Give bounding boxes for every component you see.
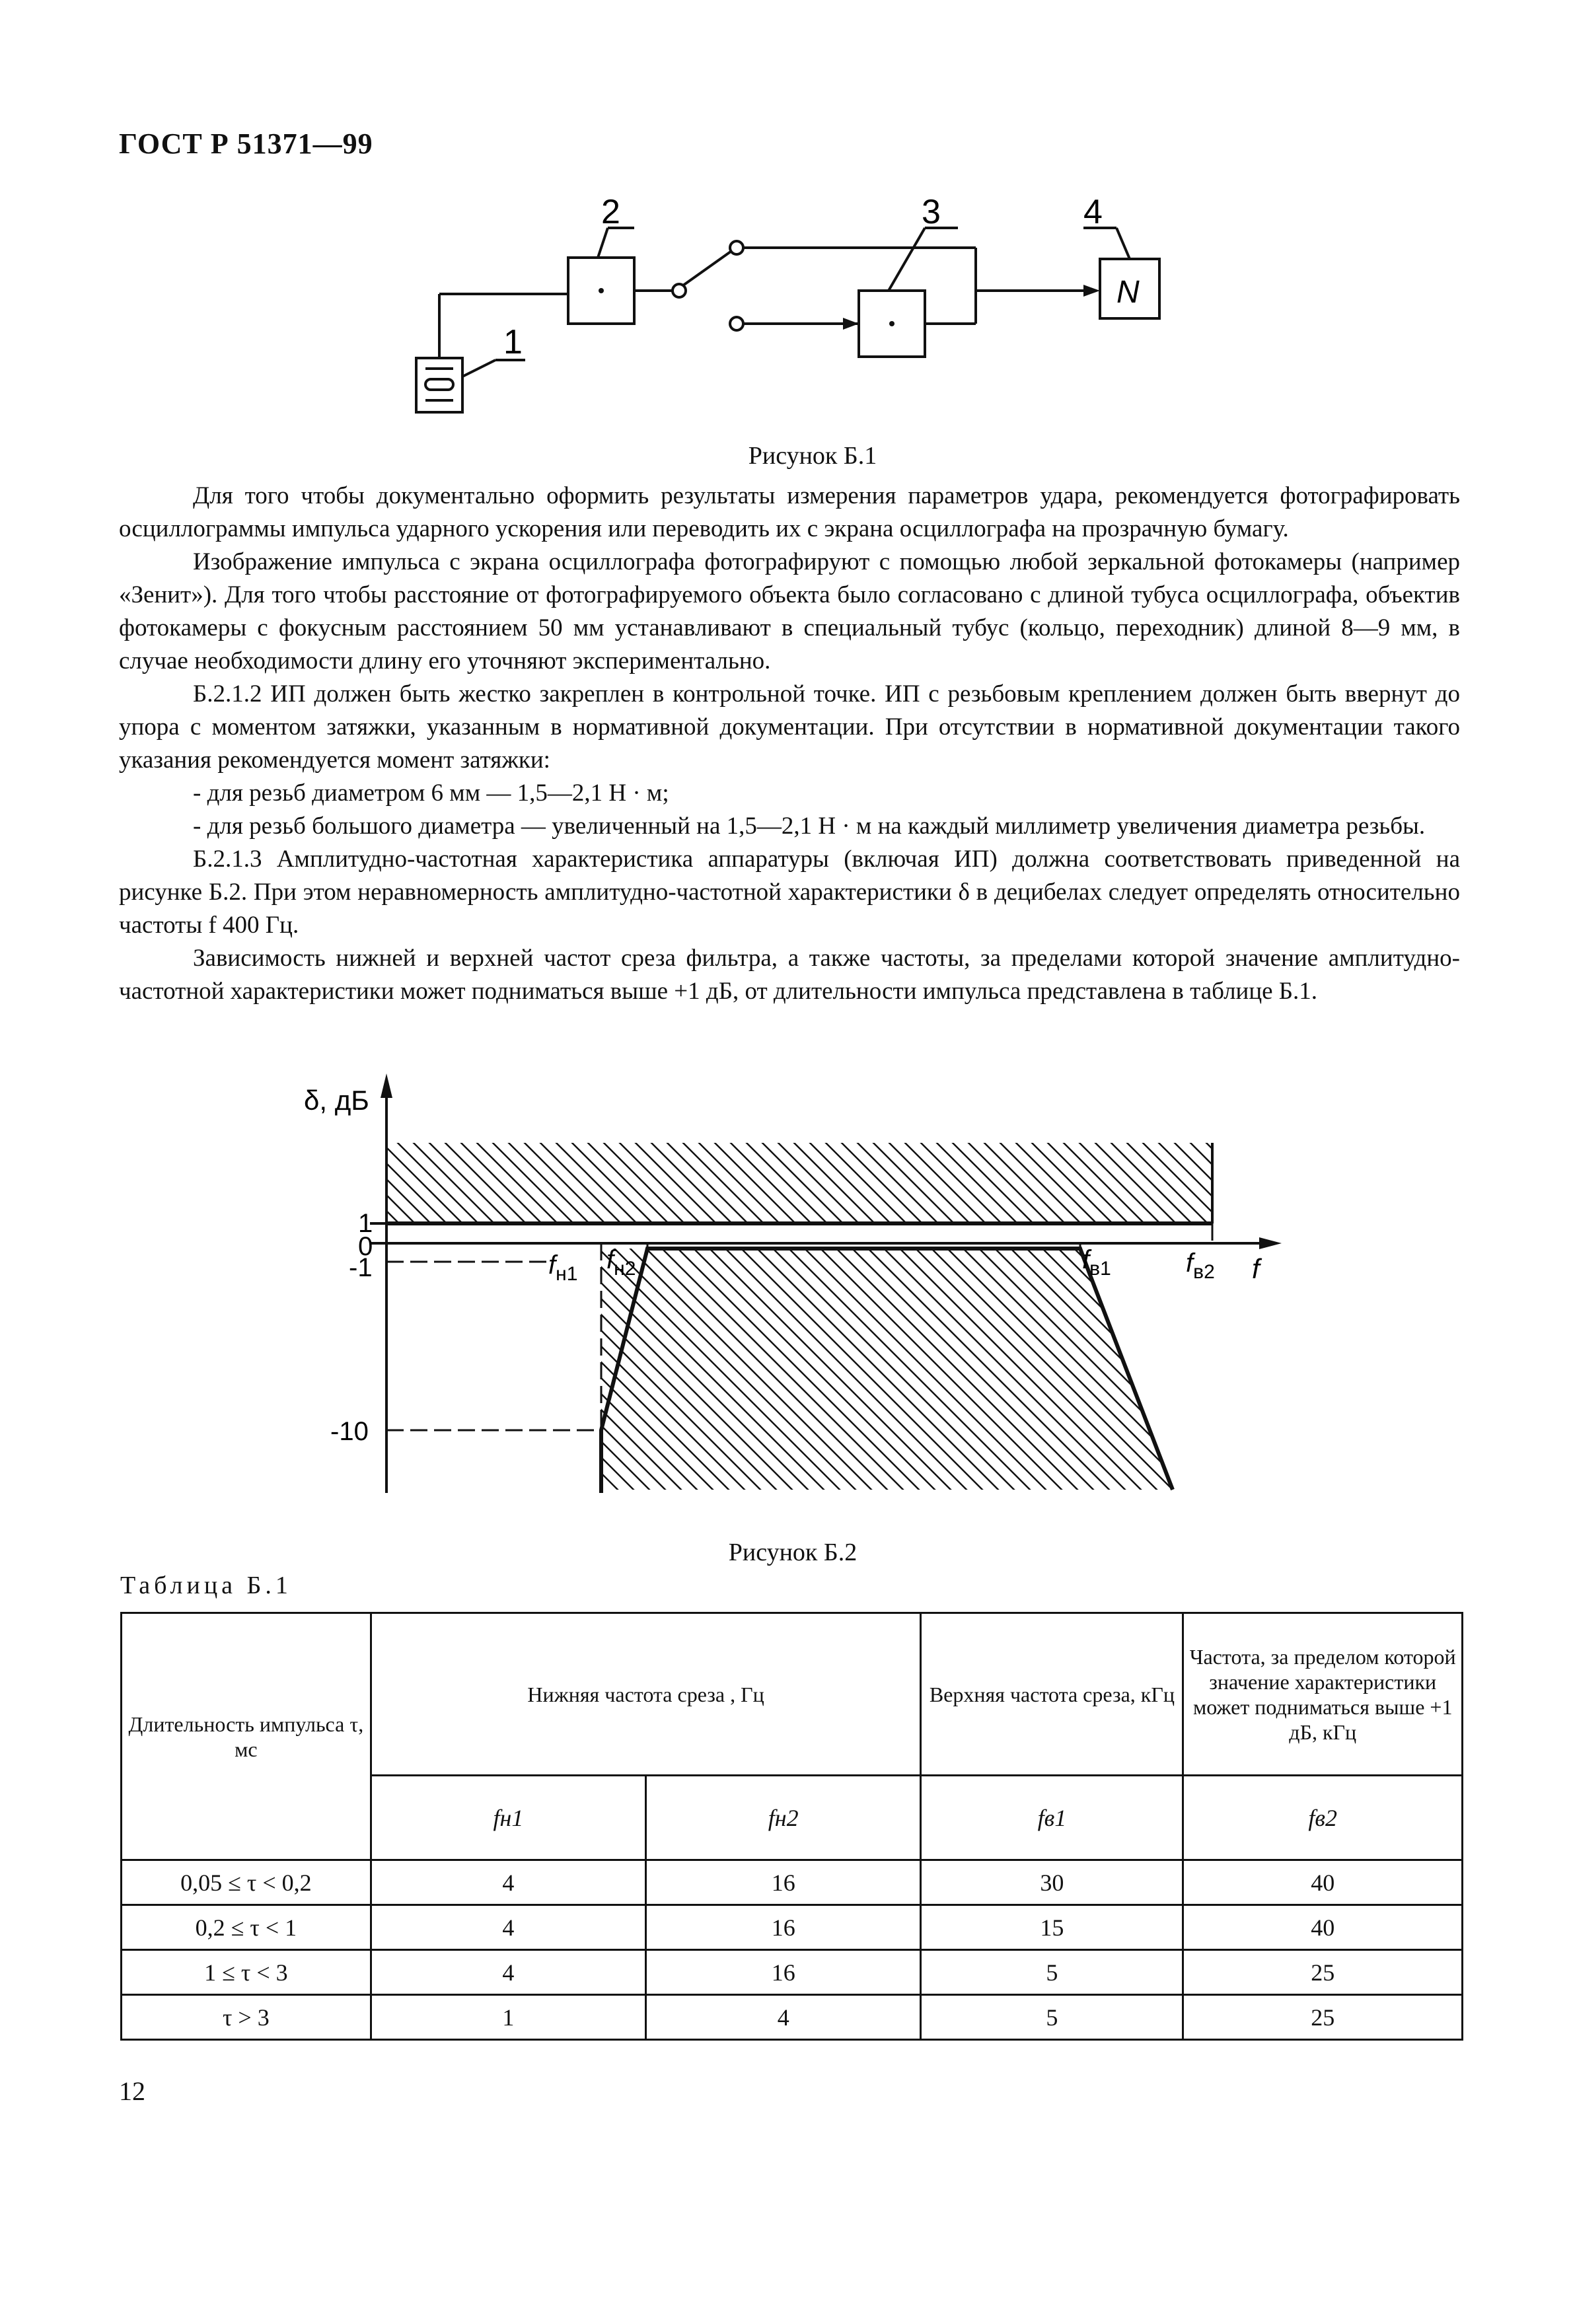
y-tick-0: 0 — [358, 1232, 373, 1261]
table-title: Таблица Б.1 — [120, 1572, 292, 1599]
table-cell: 30 — [921, 1860, 1183, 1905]
label-3: 3 — [922, 193, 941, 231]
label-2: 2 — [601, 193, 620, 231]
table-cell: 16 — [646, 1950, 921, 1995]
subheader-fn2: fн2 — [646, 1776, 921, 1860]
y-axis-label: δ, дБ — [304, 1085, 369, 1116]
table-cell: 25 — [1183, 1995, 1463, 2040]
sensor-block — [416, 358, 462, 412]
table-b1 — [120, 1612, 1463, 2041]
header-lower-freq: Нижняя частота среза , Гц — [371, 1613, 921, 1776]
table-cell: 1 ≤ τ < 3 — [122, 1950, 371, 1995]
table-cell: 16 — [646, 1860, 921, 1905]
y-tick-minus10: -10 — [330, 1417, 369, 1446]
table-row — [122, 1860, 1463, 1905]
table-row — [122, 1905, 1463, 1950]
figure-b1-caption: Рисунок Б.1 — [748, 442, 877, 470]
paragraph: Б.2.1.3 Амплитудно-частотная характеристика аппаратуры (включая ИП) должна соответствовать приведенной на рисунке Б.2. При этом неравномерность амплитудно-частотной характеристики δ в децибелах следует определять относительно частоты f 400 Гц. — [119, 846, 1460, 939]
device-symbol: N — [1116, 275, 1140, 310]
label-fn2: $f_{н2}$ — [606, 1245, 636, 1280]
table-cell: 4 — [371, 1950, 645, 1995]
table-cell: 0,2 ≤ τ < 1 — [122, 1905, 371, 1950]
paragraph: Б.2.1.2 ИП должен быть жестко закреплен в контрольной точке. ИП с резьбовым креплением должен быть ввернут до упора с моментом затяжки, указанным в нормативной документации. При отсутствии в нормативной документации такого указания рекомендуется момент затяжки: — [119, 680, 1460, 774]
header-duration: Длительность импульса τ, мс — [122, 1613, 371, 1860]
list-item: - для резьб большого диаметра — увеличенный на 1,5—2,1 Н · м на каждый миллиметр увеличения диаметра резьбы. — [193, 813, 1426, 840]
table-cell: 25 — [1183, 1950, 1463, 1995]
upper-hatch-region — [386, 1143, 1212, 1223]
subheader-fn1: fн1 — [371, 1776, 645, 1860]
list-item: - для резьб диаметром 6 мм — 1,5—2,1 Н · м; — [193, 780, 669, 807]
page-number: 12 — [119, 2076, 145, 2106]
subheader-fv1: fв1 — [921, 1776, 1183, 1860]
x-axis-label: f — [1252, 1253, 1260, 1284]
subheader-fv2: fв2 — [1183, 1776, 1463, 1860]
table-cell: 4 — [371, 1905, 645, 1950]
figure-b1-diagram — [396, 185, 1202, 429]
table-row — [122, 1995, 1463, 2040]
table-cell: 40 — [1183, 1860, 1463, 1905]
figure-b2-diagram — [277, 1070, 1308, 1506]
y-tick-minus1: -1 — [349, 1253, 373, 1282]
table-cell: 40 — [1183, 1905, 1463, 1950]
label-1: 1 — [503, 323, 523, 361]
header-limit-freq: Частота, за пределом которой значение характеристики может подниматься выше +1 дБ, кГц — [1183, 1613, 1463, 1776]
table-cell: 0,05 ≤ τ < 0,2 — [122, 1860, 371, 1905]
table-cell: 5 — [921, 1950, 1183, 1995]
lower-hatch-region — [601, 1249, 1173, 1490]
figure-b2-caption: Рисунок Б.2 — [728, 1539, 858, 1566]
table-cell: 16 — [646, 1905, 921, 1950]
label-4: 4 — [1083, 193, 1103, 231]
table-row — [122, 1950, 1463, 1995]
table-cell: 5 — [921, 1995, 1183, 2040]
paragraph: Для того чтобы документально оформить результаты измерения параметров удара, рекомендуется фотографировать осциллограммы импульса ударного ускорения или переводить их с экрана осциллографа на прозрачную бумагу. — [119, 482, 1460, 542]
header-upper-freq: Верхняя частота среза, кГц — [921, 1613, 1183, 1776]
document-code: ГОСТ Р 51371—99 — [119, 127, 373, 160]
label-fv1: $f_{в1}$ — [1082, 1245, 1111, 1280]
y-tick-1: 1 — [358, 1209, 373, 1238]
table-cell: 1 — [371, 1995, 645, 2040]
table-cell: 4 — [646, 1995, 921, 2040]
label-fv2: $f_{в2}$ — [1186, 1249, 1215, 1283]
table-cell: 4 — [371, 1860, 645, 1905]
paragraph: Изображение импульса с экрана осциллографа фотографируют с помощью любой зеркальной фотокамеры (например «Зенит»). Для того чтобы расстояние от фотографируемого объекта было согласовано с длиной тубуса осциллографа, объектив фотокамеры с фокусным расстоянием 50 мм устанавливают в специальный тубус (кольцо, переходник) длиной 8—9 мм, в случае необходимости длину его уточняют экспериментально. — [119, 548, 1460, 674]
paragraph: Зависимость нижней и верхней частот среза фильтра, а также частоты, за пределами которой значение амплитудно-частотной характеристики может подниматься выше +1 дБ, от длительности импульса представлена в таблице Б.1. — [119, 945, 1460, 1005]
table-cell: τ > 3 — [122, 1995, 371, 2040]
table-cell: 15 — [921, 1905, 1183, 1950]
body-text — [119, 480, 1460, 1008]
label-fn1: $f_{н1}$ — [548, 1251, 578, 1285]
